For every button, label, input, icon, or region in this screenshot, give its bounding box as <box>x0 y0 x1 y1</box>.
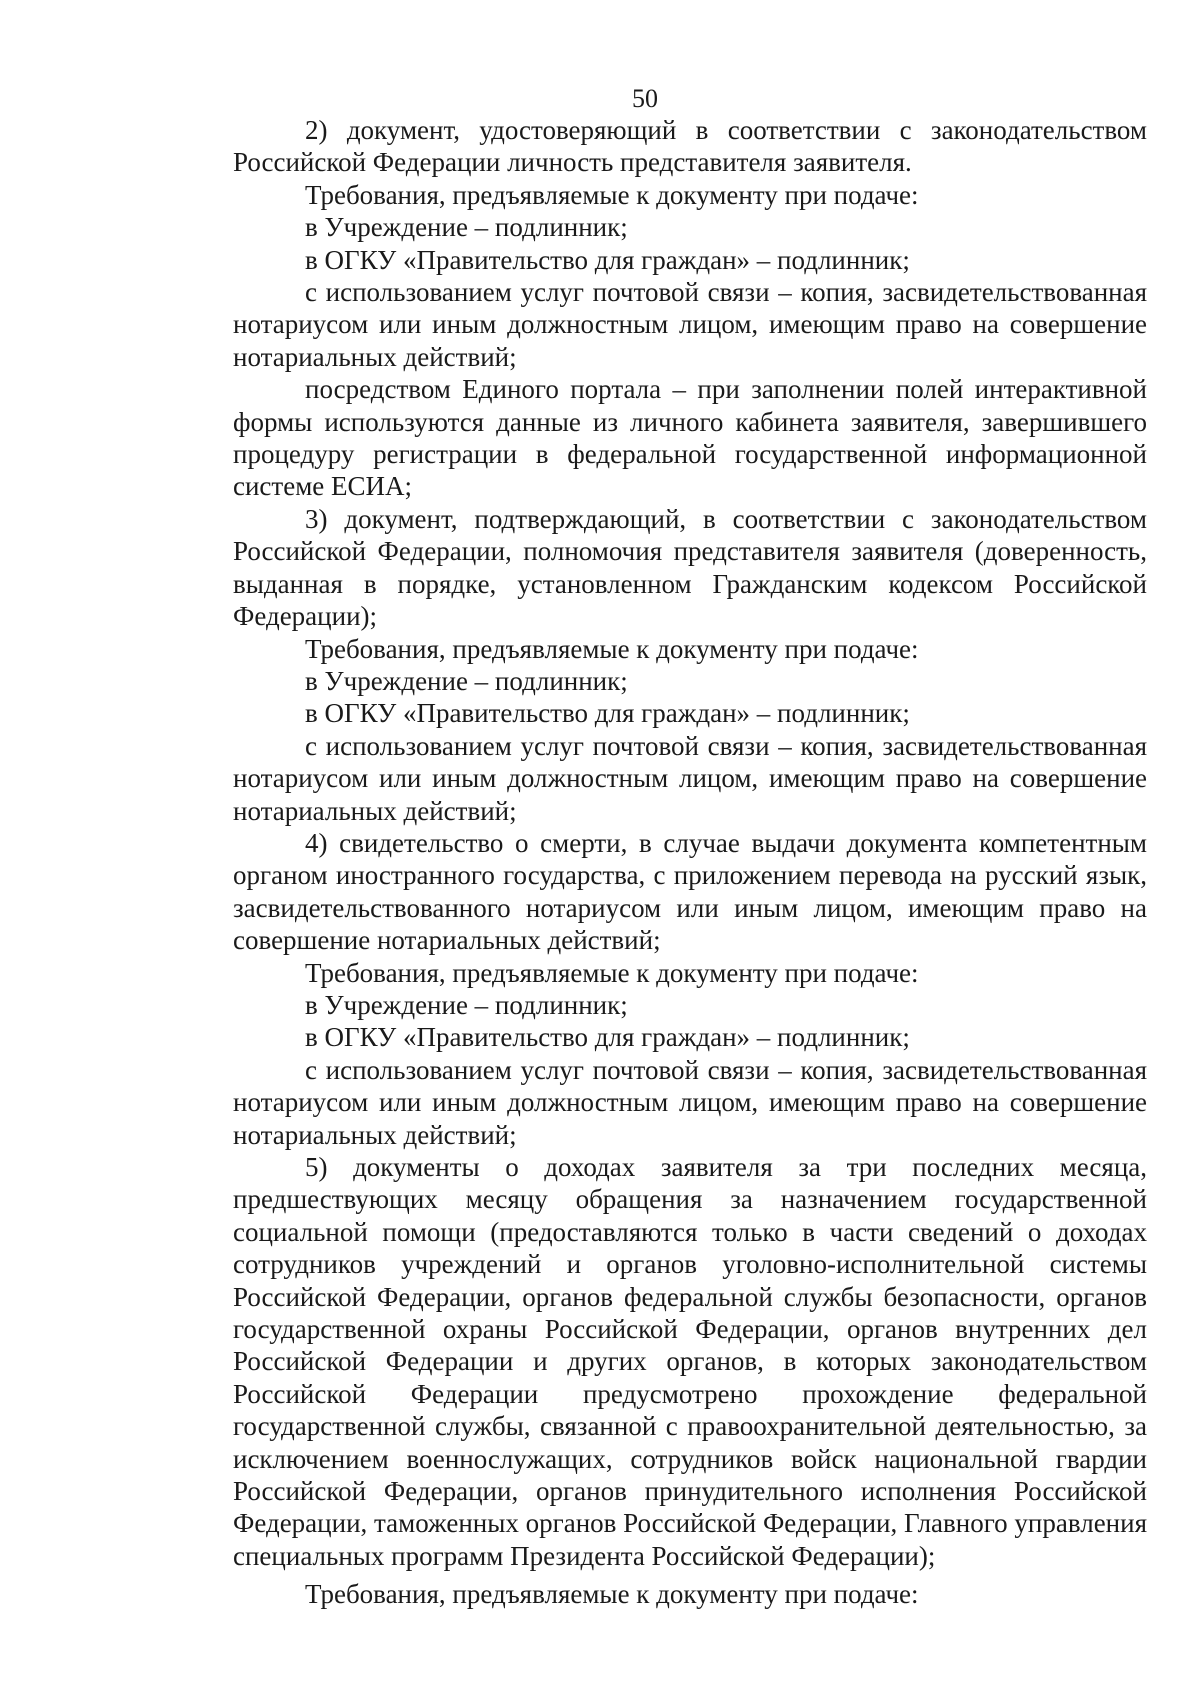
paragraph-ogku-original: в ОГКУ «Правительство для граждан» – подлинник; <box>305 698 910 729</box>
paragraph-item-2-identity-document: 2) документ, удостоверяющий в соответствии с законодательством Российской Федерации личность представителя заявителя. <box>233 115 1147 178</box>
page-number: 50 <box>632 84 658 113</box>
paragraph-item-3-authority-document: 3) документ, подтверждающий, в соответствии с законодательством Российской Федерации, полномочия представителя заявителя (доверенность, выданная в порядке, установленном Гражданским кодексом Российской Федерации); <box>233 503 1147 632</box>
paragraph-requirements-heading: Требования, предъявляемые к документу при подаче: <box>305 633 919 664</box>
paragraph-ogku-original: в ОГКУ «Правительство для граждан» – подлинник; <box>305 244 910 275</box>
paragraph-institution-original: в Учреждение – подлинник; <box>305 212 628 243</box>
paragraph-institution-original: в Учреждение – подлинник; <box>305 989 628 1020</box>
document-body <box>233 114 1147 1611</box>
paragraph-item-4-death-certificate: 4) свидетельство о смерти, в случае выдачи документа компетентным органом иностранного государства, с приложением перевода на русский язык, засвидетельствованного нотариусом или иным лицом, имеющим право на совершение нотариальных действий; <box>233 827 1147 956</box>
paragraph-unified-portal: посредством Единого портала – при заполнении полей интерактивной формы используются данные из личного кабинета заявителя, завершившего процедуру регистрации в федеральной государственной информационной системе ЕСИА; <box>233 374 1147 502</box>
paragraph-institution-original: в Учреждение – подлинник; <box>305 665 628 696</box>
paragraph-requirements-heading: Требования, предъявляемые к документу при подаче: <box>305 179 919 210</box>
paragraph-postal-copy: с использованием услуг почтовой связи – копия, засвидетельствованная нотариусом или иным должностным лицом, имеющим право на совершение нотариальных действий; <box>233 730 1147 826</box>
paragraph-postal-copy: с использованием услуг почтовой связи – копия, засвидетельствованная нотариусом или иным должностным лицом, имеющим право на совершение нотариальных действий; <box>233 277 1147 372</box>
paragraph-item-5-income-documents: 5) документы о доходах заявителя за три последних месяца, предшествующих месяцу обращения за назначением государственной социальной помощи (предоставляются только в части сведений о доходах сотрудников учреждений и органов уголовно-исполнительной системы Российской Федерации, органов федеральной службы безопасности, органов государственной охраны Российской Федерации, органов внутренних дел Российской Федерации и других органов, в которых законодательством Российской Федерации предусмотрено прохождение федеральной государственной службы, связанной с правоохранительной деятельностью, за исключением военнослужащих, сотрудников войск национальной гвардии Российской Федерации, органов принудительного исполнения Российской Федерации, таможенных органов Российской Федерации, Главного управления специальных программ Президента Российской Федерации); <box>233 1152 1147 1571</box>
paragraph-requirements-heading: Требования, предъявляемые к документу при подаче: <box>305 957 919 988</box>
paragraph-postal-copy: с использованием услуг почтовой связи – копия, засвидетельствованная нотариусом или иным должностным лицом, имеющим право на совершение нотариальных действий; <box>233 1054 1147 1150</box>
paragraph-ogku-original: в ОГКУ «Правительство для граждан» – подлинник; <box>305 1022 910 1053</box>
paragraph-requirements-heading: Требования, предъявляемые к документу при подаче: <box>305 1579 919 1610</box>
